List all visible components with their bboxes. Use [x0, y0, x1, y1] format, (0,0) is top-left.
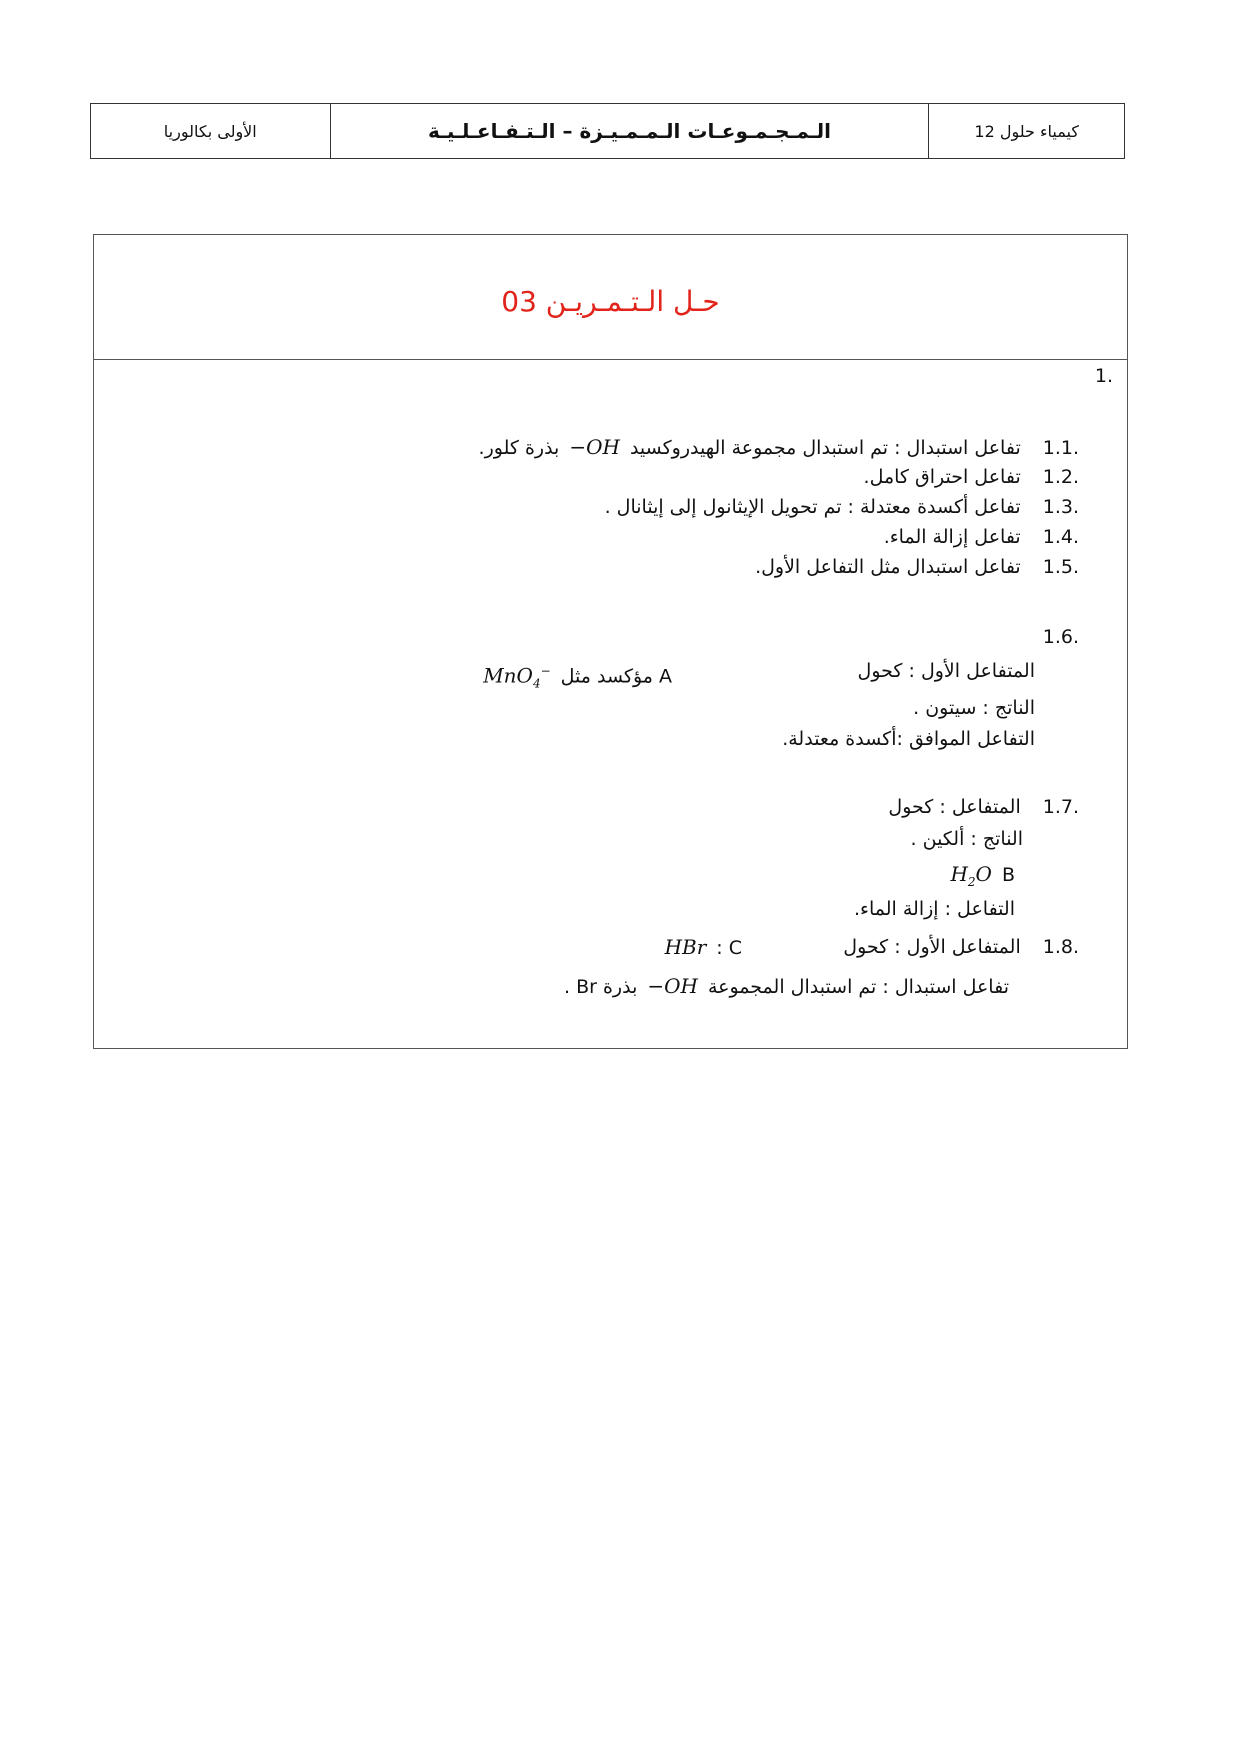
formula-hbr: HBr — [664, 935, 707, 959]
item-number: .1.1 — [1042, 437, 1079, 459]
item-1-7-b — [940, 860, 1015, 896]
item-text: تفاعل استبدال : تم استبدال المجموعة — [707, 976, 1009, 998]
item-1-6-oxidant — [473, 657, 672, 698]
item-1-7-reaction: التفاعل : إزالة الماء. — [854, 898, 1015, 920]
oxidant-label: A مؤكسد مثل — [560, 665, 672, 688]
item-1-8 — [843, 933, 1079, 961]
section-number: .1 — [1094, 365, 1113, 387]
item-1-7 — [888, 793, 1079, 821]
item-text: تفاعل أكسدة معتدلة : تم تحويل الإيثانول إلى إيثانال . — [604, 496, 1021, 518]
item-text: تفاعل احتراق كامل. — [863, 466, 1021, 488]
formula-h2o: $H_2O$ — [950, 862, 992, 889]
item-1-8-c — [655, 933, 742, 962]
title-row — [94, 235, 1127, 360]
item-number: .1.2 — [1042, 466, 1079, 488]
item-text: تفاعل استبدال : تم استبدال مجموعة الهيدروكسيد — [629, 437, 1021, 459]
b-label: B — [1001, 864, 1015, 886]
item-text: المتفاعل : كحول — [888, 796, 1021, 818]
item-text: بذرة كلور. — [478, 437, 560, 459]
item-number: .1.3 — [1042, 496, 1079, 518]
item-1-8-text — [564, 972, 1009, 1001]
item-1-6-number: .1.6 — [1042, 626, 1079, 648]
item-number: .1.8 — [1042, 936, 1079, 958]
formula-oh: −OH — [647, 974, 698, 998]
item-text: بذرة Br . — [563, 976, 638, 998]
item-1-6-reactant: المتفاعل الأول : كحول — [857, 660, 1035, 682]
solution-box — [93, 234, 1128, 1049]
c-label: C : — [716, 937, 742, 959]
item-1-4 — [884, 523, 1079, 551]
item-1-6-reaction: التفاعل الموافق :أكسدة معتدلة. — [782, 728, 1035, 750]
header-topic: الـمـجـمـوعـات الـمـمـيـزة – الـتـفـاعـلـيـة — [331, 104, 930, 158]
item-1-7-product: الناتج : ألكين . — [910, 828, 1023, 850]
item-1-3 — [605, 493, 1079, 521]
item-number: .1.5 — [1042, 556, 1079, 578]
item-text: تفاعل استبدال مثل التفاعل الأول. — [755, 556, 1021, 578]
item-number: .1.7 — [1042, 796, 1079, 818]
header-subject: كيمياء حلول 12 — [974, 121, 1079, 141]
item-1-5 — [755, 553, 1079, 581]
exercise-title: حـل الـتـمـريـن 03 — [501, 285, 720, 318]
item-text: تفاعل إزالة الماء. — [883, 526, 1021, 548]
item-number: .1.4 — [1042, 526, 1079, 548]
item-text: المتفاعل الأول : كحول — [843, 936, 1021, 958]
header-level: الأولى بكالوريا — [91, 104, 331, 158]
header-table — [90, 103, 1125, 159]
item-1-1 — [479, 433, 1079, 462]
formula-mno4: MnO$_4$− — [483, 663, 551, 691]
formula-oh: −OH — [569, 435, 620, 459]
item-1-2 — [864, 463, 1079, 491]
item-1-6-product: الناتج : سيتون . — [913, 697, 1035, 719]
